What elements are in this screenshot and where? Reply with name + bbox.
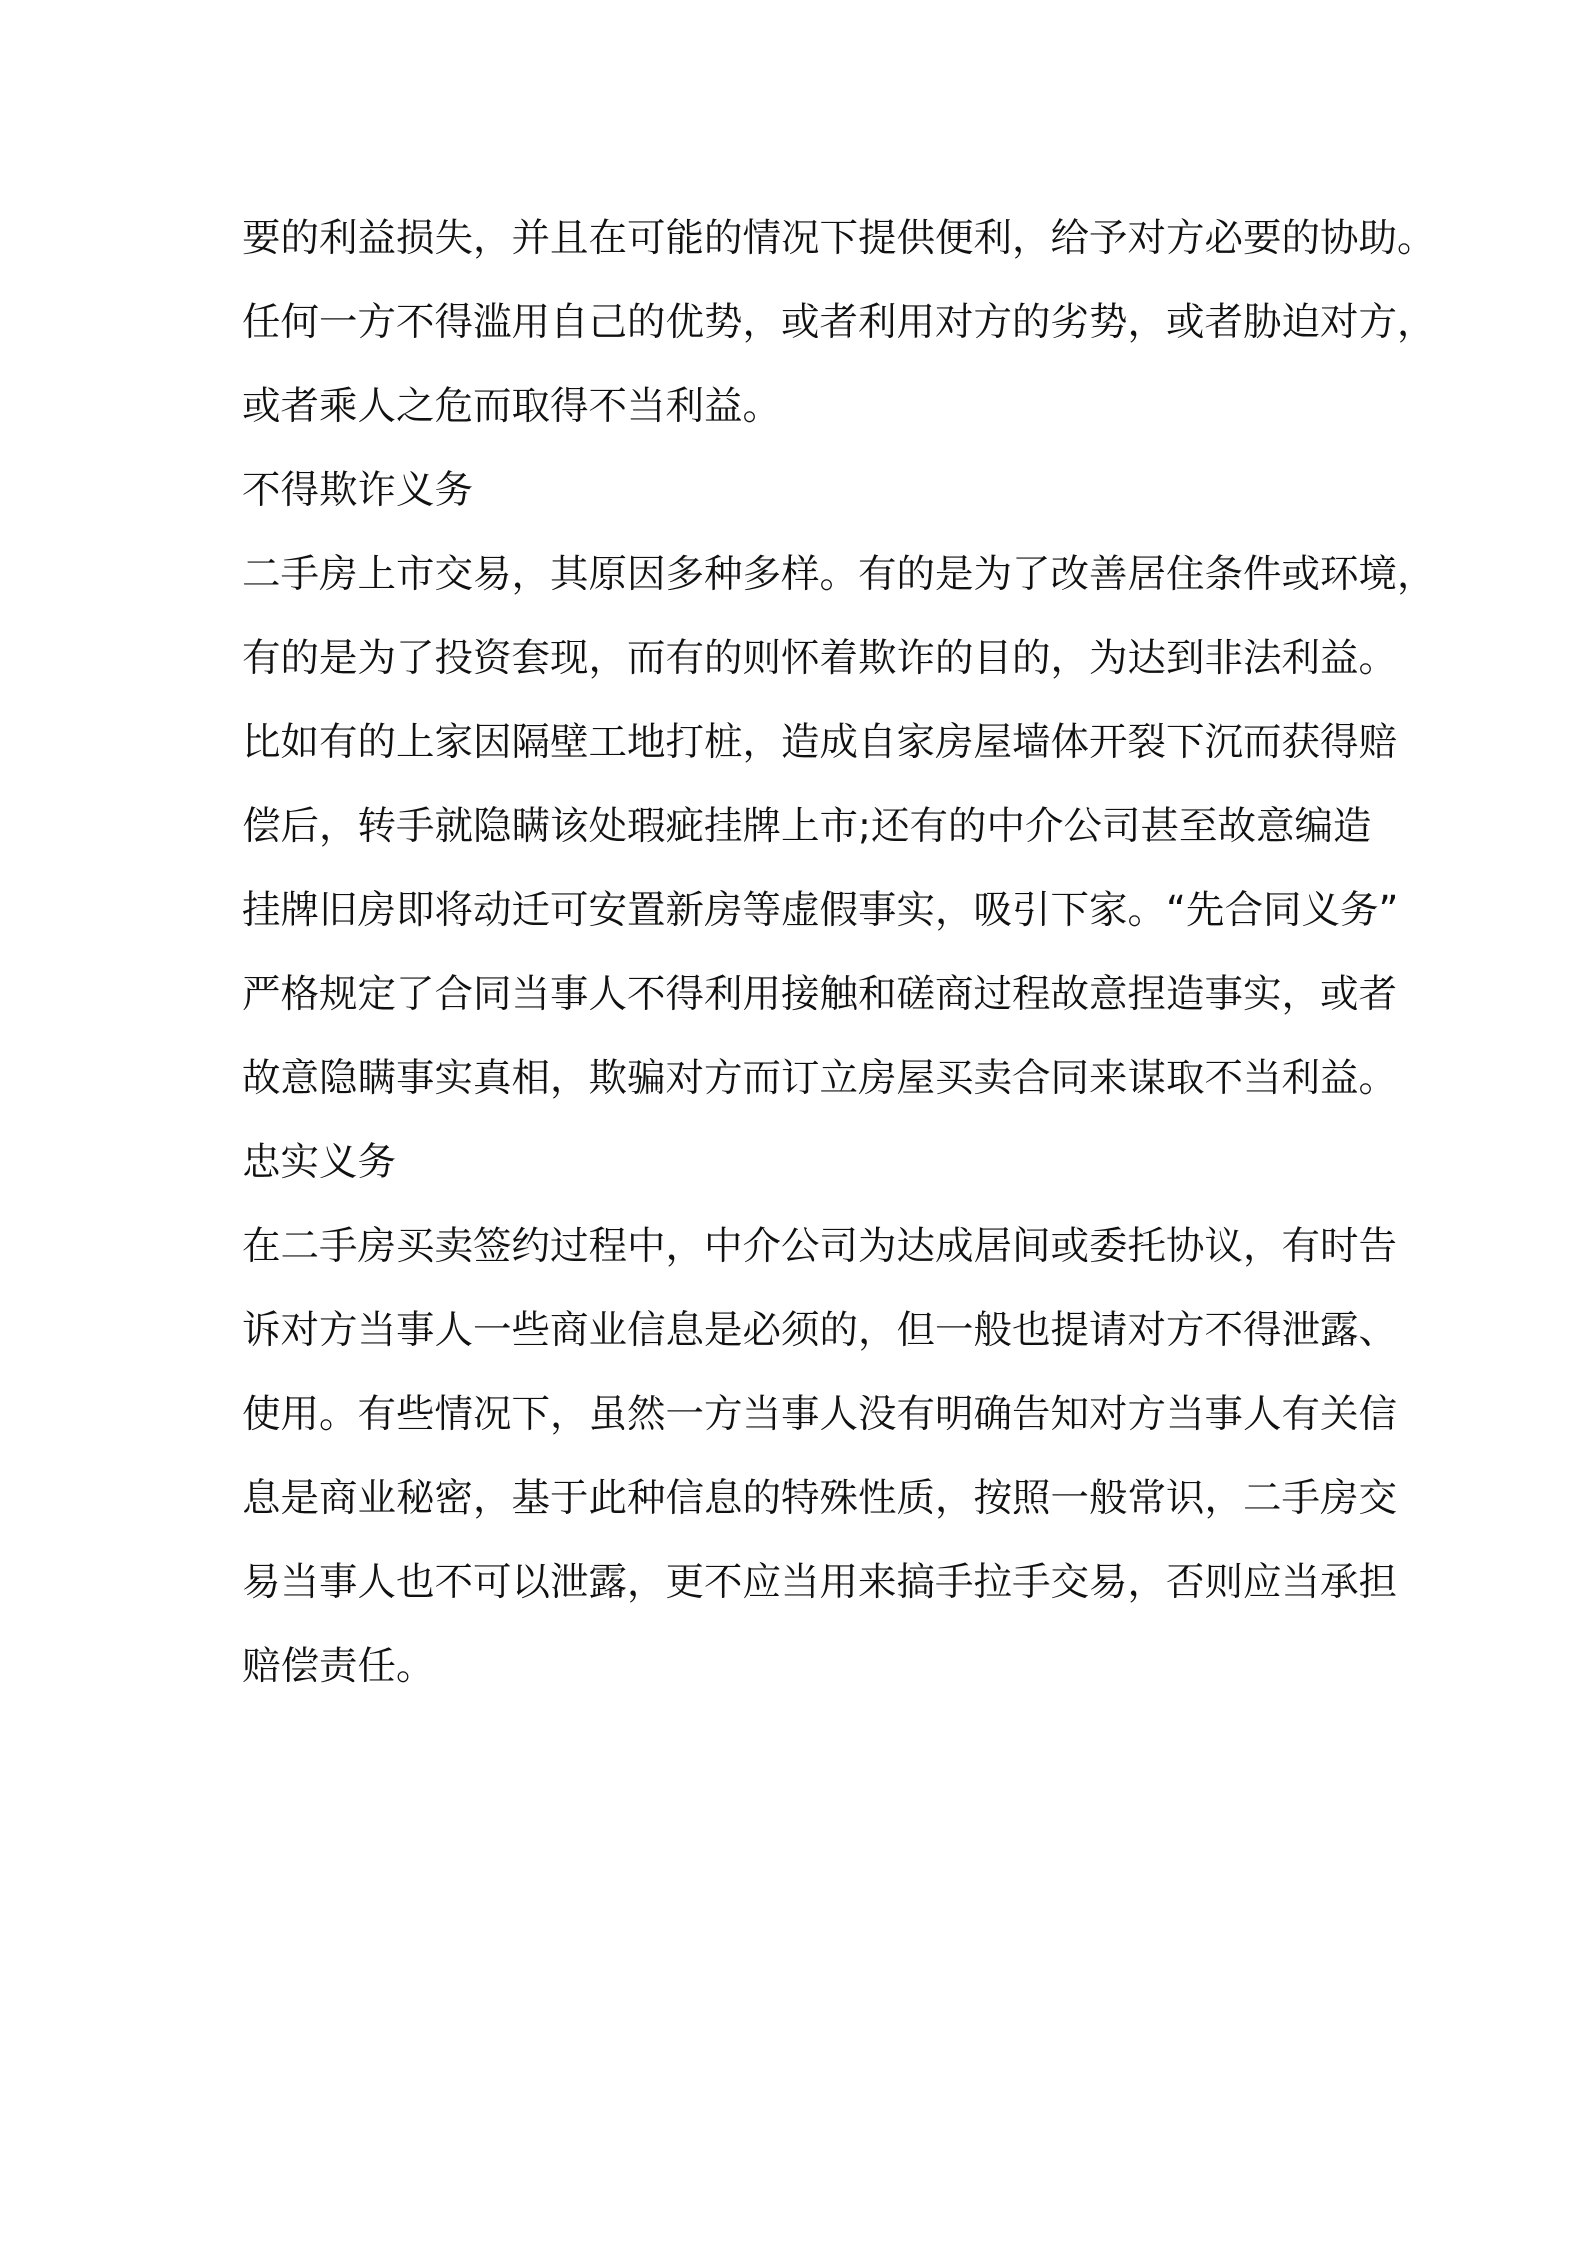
paragraph-line: 严格规定了合同当事人不得利用接触和磋商过程故意捏造事实，或者 bbox=[242, 972, 1398, 1017]
paragraph-line: 任何一方不得滥用自己的优势，或者利用对方的劣势，或者胁迫对方， bbox=[242, 300, 1436, 345]
paragraph-line: 在二手房买卖签约过程中，中介公司为达成居间或委托协议，有时告 bbox=[242, 1224, 1398, 1269]
paragraph-line: 诉对方当事人一些商业信息是必须的，但一般也提请对方不得泄露、 bbox=[242, 1308, 1398, 1353]
section-heading-loyalty: 忠实义务 bbox=[242, 1140, 397, 1185]
paragraph-line: 挂牌旧房即将动迁可安置新房等虚假事实，吸引下家。“先合同义务” bbox=[242, 888, 1399, 933]
paragraph-line: 息是商业秘密，基于此种信息的特殊性质，按照一般常识，二手房交 bbox=[242, 1476, 1398, 1521]
paragraph-line: 赔偿责任。 bbox=[242, 1644, 435, 1689]
paragraph-line: 要的利益损失，并且在可能的情况下提供便利，给予对方必要的协助。 bbox=[242, 216, 1436, 261]
document-body bbox=[242, 197, 1436, 1709]
paragraph-line: 易当事人也不可以泄露，更不应当用来搞手拉手交易，否则应当承担 bbox=[242, 1560, 1398, 1605]
paragraph-line: 使用。有些情况下，虽然一方当事人没有明确告知对方当事人有关信 bbox=[242, 1392, 1398, 1437]
paragraph-line: 比如有的上家因隔壁工地打桩，造成自家房屋墙体开裂下沉而获得赔 bbox=[242, 720, 1398, 765]
paragraph-line: 有的是为了投资套现，而有的则怀着欺诈的目的，为达到非法利益。 bbox=[242, 636, 1398, 681]
section-heading-fraud: 不得欺诈义务 bbox=[242, 468, 474, 513]
paragraph-line: 故意隐瞒事实真相，欺骗对方而订立房屋买卖合同来谋取不当利益。 bbox=[242, 1056, 1398, 1101]
paragraph-line: 偿后，转手就隐瞒该处瑕疵挂牌上市;还有的中介公司甚至故意编造 bbox=[242, 804, 1372, 849]
paragraph-line: 二手房上市交易，其原因多种多样。有的是为了改善居住条件或环境， bbox=[242, 552, 1436, 597]
paragraph-line: 或者乘人之危而取得不当利益。 bbox=[242, 384, 782, 429]
